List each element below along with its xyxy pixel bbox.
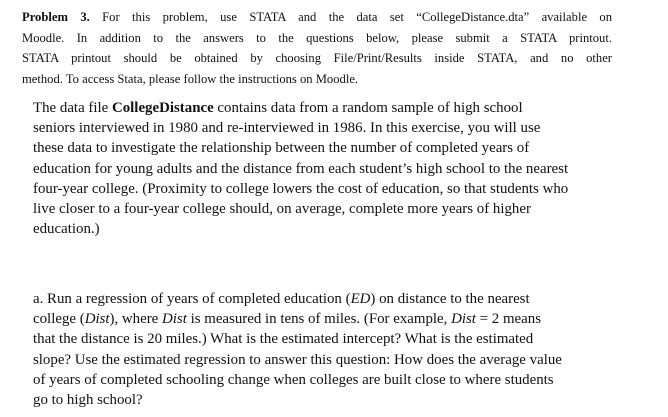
intro-line-7: education.) — [33, 221, 100, 238]
intro-line-5: four-year college. (Proximity to college lowers the cost of education, so that students who — [33, 180, 569, 197]
part-a-line-4: slope? Use the estimated regression to answer this question: How does the average value — [33, 351, 562, 368]
var-dist: Dist — [451, 311, 476, 328]
part-a-line-6: go to high school? — [33, 392, 143, 409]
problem-line-2: Moodle. In addition to the answers to the questions below, please submit a STATA printout. — [22, 30, 612, 45]
intro-line-1 — [33, 98, 645, 118]
intro-line-3: these data to investigate the relationship between the number of completed years of — [33, 140, 530, 157]
intro-line-2: seniors interviewed in 1980 and re-interviewed in 1986. In this exercise, you will use — [33, 120, 541, 137]
intro-paragraph — [33, 98, 645, 239]
part-a-text: a. Run a regression of years of completed education ( — [33, 291, 351, 307]
part-a-line-2 — [33, 309, 645, 329]
problem-text-1: For this problem, use STATA and the data set “CollegeDistance.dta” available on — [102, 10, 613, 24]
part-a-text: is measured in tens of miles. (For example, — [186, 311, 452, 328]
part-a-text: = 2 means — [475, 311, 542, 328]
problem-line-1 — [22, 7, 612, 28]
problem-statement — [22, 7, 612, 89]
question-part-a — [33, 289, 645, 410]
dataset-name: CollegeDistance — [111, 100, 214, 116]
part-a-line-1 — [33, 289, 645, 309]
problem-line-4: method. To access Stata, please follow the instructions on Moodle. — [22, 71, 359, 86]
part-a-line-3: that the distance is 20 miles.) What is the estimated intercept? What is the estimated — [33, 331, 534, 348]
part-a-line-5: of years of completed schooling change when colleges are built close to where students — [33, 371, 554, 388]
intro-line-4: education for young adults and the distance from each student’s high school to the nearest — [33, 160, 569, 177]
var-dist: Dist — [84, 311, 110, 328]
part-a-text: ) on distance to the nearest — [370, 291, 530, 307]
part-a-text: college ( — [33, 311, 85, 328]
var-dist: Dist — [162, 311, 187, 328]
intro-line-6: live closer to a four-year college should, on average, complete more years of higher — [33, 201, 531, 218]
problem-line-3: STATA printout should be obtained by choosing File/Print/Results inside STATA, and no other — [22, 51, 612, 65]
intro-line-1-rest: contains data from a random sample of high school — [213, 100, 523, 116]
problem-label: Problem 3. — [22, 10, 90, 24]
var-ed: ED — [350, 291, 371, 307]
part-a-text: ), where — [109, 311, 163, 328]
intro-lead: The data file — [33, 100, 112, 116]
